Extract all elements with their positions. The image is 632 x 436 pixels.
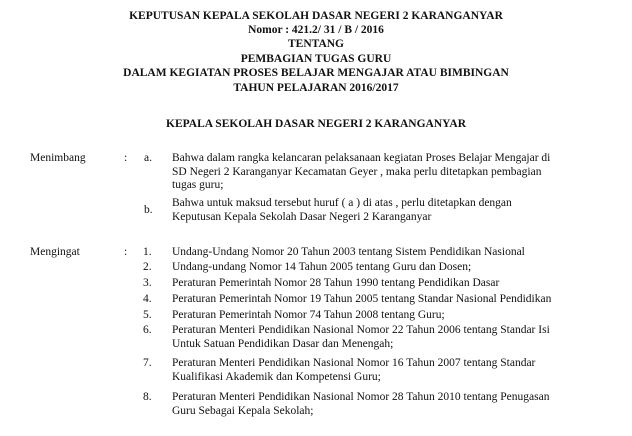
remembering-item-text: Peraturan Pemerintah Nomor 28 Tahun 1990 tentang Pendidikan Dasar (172, 277, 500, 289)
remembering-item-text: Guru Sebagai Kepala Sekolah; (172, 405, 314, 417)
decree-subject-line-1: PEMBAGIAN TUGAS GURU (240, 53, 392, 65)
decree-subject-line-2: DALAM KEGIATAN PROSES BELAJAR MENGAJAR ATAU BIMBINGAN (123, 67, 509, 79)
remembering-item-marker: 6. (143, 324, 152, 336)
remembering-item-text: Peraturan Pemerintah Nomor 74 Tahun 2008 tentang Guru; (172, 309, 445, 321)
decree-issuer: KEPALA SEKOLAH DASAR NEGERI 2 KARANGANYAR (166, 118, 466, 130)
remembering-colon: : (124, 246, 128, 258)
remembering-item-text: Peraturan Menteri Pendidikan Nasional Nomor 22 Tahun 2006 tentang Standar Isi (172, 324, 550, 336)
decree-subject-line-3: TAHUN PELAJARAN 2016/2017 (233, 82, 399, 94)
remembering-item-text: Peraturan Pemerintah Nomor 19 Tahun 2005 tentang Standar Nasional Pendidikan (172, 293, 552, 305)
remembering-item-marker: 5. (143, 309, 152, 321)
decree-number: Nomor : 421.2/ 31 / B / 2016 (248, 24, 384, 36)
remembering-item-text: Undang-Undang Nomor 20 Tahun 2003 tentang Sistem Pendidikan Nasional (172, 246, 525, 258)
considering-label: Menimbang (30, 152, 86, 164)
decree-title: KEPUTUSAN KEPALA SEKOLAH DASAR NEGERI 2 KARANGANYAR (129, 10, 503, 22)
remembering-item-text: Kualifikasi Akademik dan Kompetensi Guru; (172, 371, 381, 383)
considering-item-b-marker: b. (144, 204, 153, 216)
decree-about-label: TENTANG (287, 38, 345, 50)
remembering-item-text: Peraturan Menteri Pendidikan Nasional Nomor 28 Tahun 2010 tentang Penugasan (172, 391, 550, 403)
remembering-item-marker: 8. (143, 391, 152, 403)
remembering-item-text: Undang-undang Nomor 14 Tahun 2005 tentang Guru dan Dosen; (172, 261, 472, 273)
remembering-item-text: Peraturan Menteri Pendidikan Nasional Nomor 16 Tahun 2007 tentang Standar (172, 357, 536, 369)
considering-item-b-text: Bahwa untuk maksud tersebut huruf ( a ) di atas , perlu ditetapkan dengan Keputusan Kepala Sekolah Dasar Negeri 2 Karanganyar (172, 197, 512, 223)
remembering-item-marker: 2. (143, 261, 152, 273)
remembering-item-text: Untuk Satuan Pendidikan Dasar dan Menengah; (172, 338, 394, 350)
remembering-item-marker: 1. (143, 246, 152, 258)
remembering-label: Mengingat (30, 246, 80, 258)
remembering-item-marker: 4. (143, 293, 152, 305)
considering-item-a-text: Bahwa dalam rangka kelancaran pelaksanaan kegiatan Proses Belajar Mengajar di SD Negeri 2 Karanganyar Kecamatan Geyer , maka perlu ditetapkan pembagian tugas guru; (172, 152, 551, 192)
remembering-item-marker: 3. (143, 277, 152, 289)
considering-item-a-marker: a. (144, 152, 152, 164)
considering-colon: : (124, 152, 128, 164)
remembering-item-marker: 7. (143, 357, 152, 369)
